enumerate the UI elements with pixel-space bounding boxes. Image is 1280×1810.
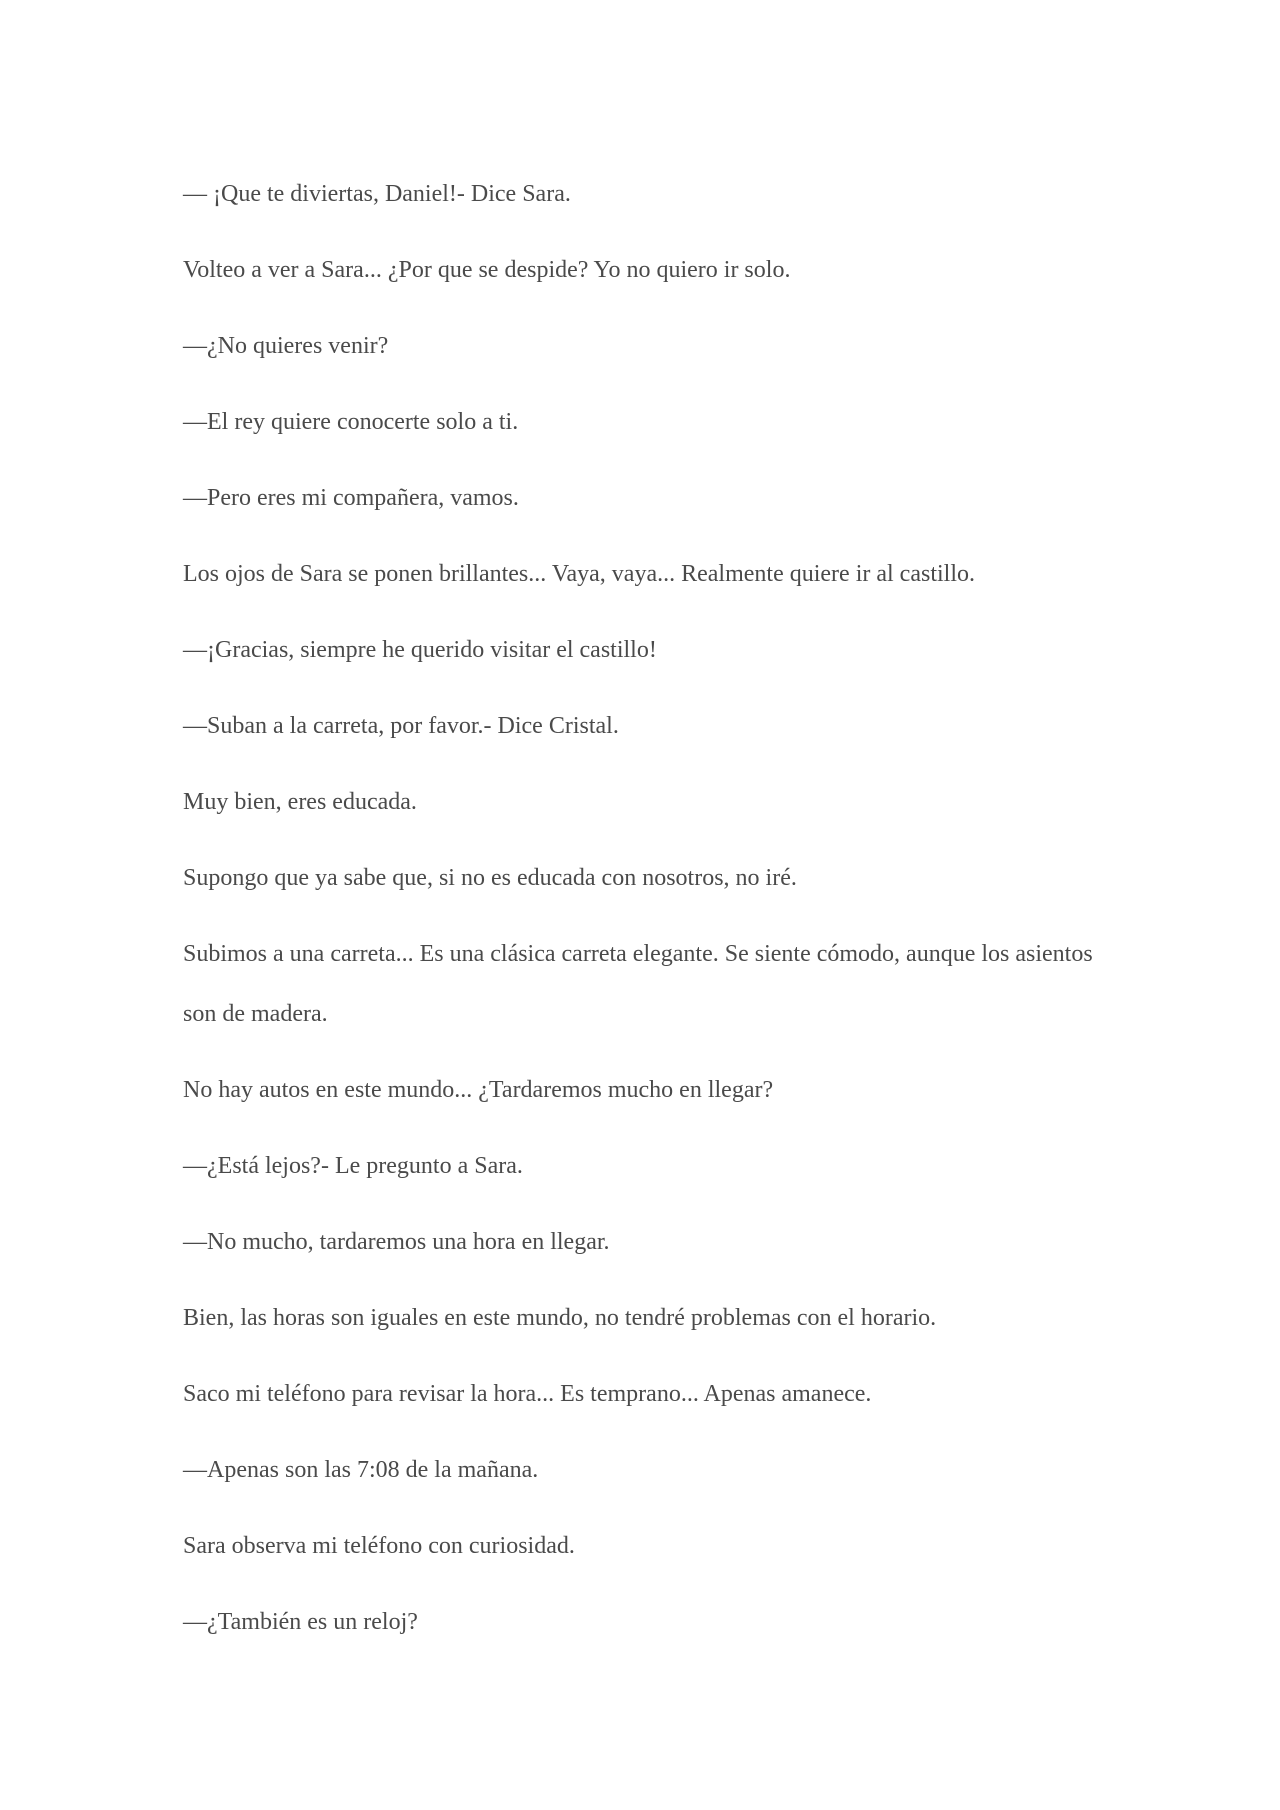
paragraph: —¿No quieres venir?: [183, 333, 389, 359]
paragraph: —El rey quiere conocerte solo a ti.: [183, 409, 519, 435]
paragraph: —¿Está lejos?- Le pregunto a Sara.: [183, 1153, 523, 1179]
paragraph: Los ojos de Sara se ponen brillantes... Vaya, vaya... Realmente quiere ir al castillo.: [183, 561, 975, 587]
paragraph: —¡Gracias, siempre he querido visitar el castillo!: [183, 637, 657, 663]
paragraph: —Pero eres mi compañera, vamos.: [183, 485, 519, 511]
paragraph: Saco mi teléfono para revisar la hora... Es temprano... Apenas amanece.: [183, 1381, 872, 1407]
paragraph: —Suban a la carreta, por favor.- Dice Cristal.: [183, 713, 619, 739]
paragraph: —¿También es un reloj?: [183, 1609, 418, 1635]
paragraph: Volteo a ver a Sara... ¿Por que se despide? Yo no quiero ir solo.: [183, 257, 791, 283]
paragraph: Muy bien, eres educada.: [183, 789, 417, 815]
paragraph: —Apenas son las 7:08 de la mañana.: [183, 1457, 539, 1483]
paragraph: Subimos a una carreta... Es una clásica carreta elegante. Se siente cómodo, aunque los asientos son de madera.: [183, 941, 1093, 1027]
paragraph: No hay autos en este mundo... ¿Tardaremos mucho en llegar?: [183, 1077, 774, 1103]
paragraph: — ¡Que te diviertas, Daniel!- Dice Sara.: [183, 181, 571, 207]
paragraph: Supongo que ya sabe que, si no es educada con nosotros, no iré.: [183, 865, 797, 891]
paragraph: —No mucho, tardaremos una hora en llegar.: [183, 1229, 610, 1255]
text-block: [183, 176, 1103, 1680]
paragraph: Sara observa mi teléfono con curiosidad.: [183, 1533, 575, 1559]
paragraph: Bien, las horas son iguales en este mundo, no tendré problemas con el horario.: [183, 1305, 937, 1331]
